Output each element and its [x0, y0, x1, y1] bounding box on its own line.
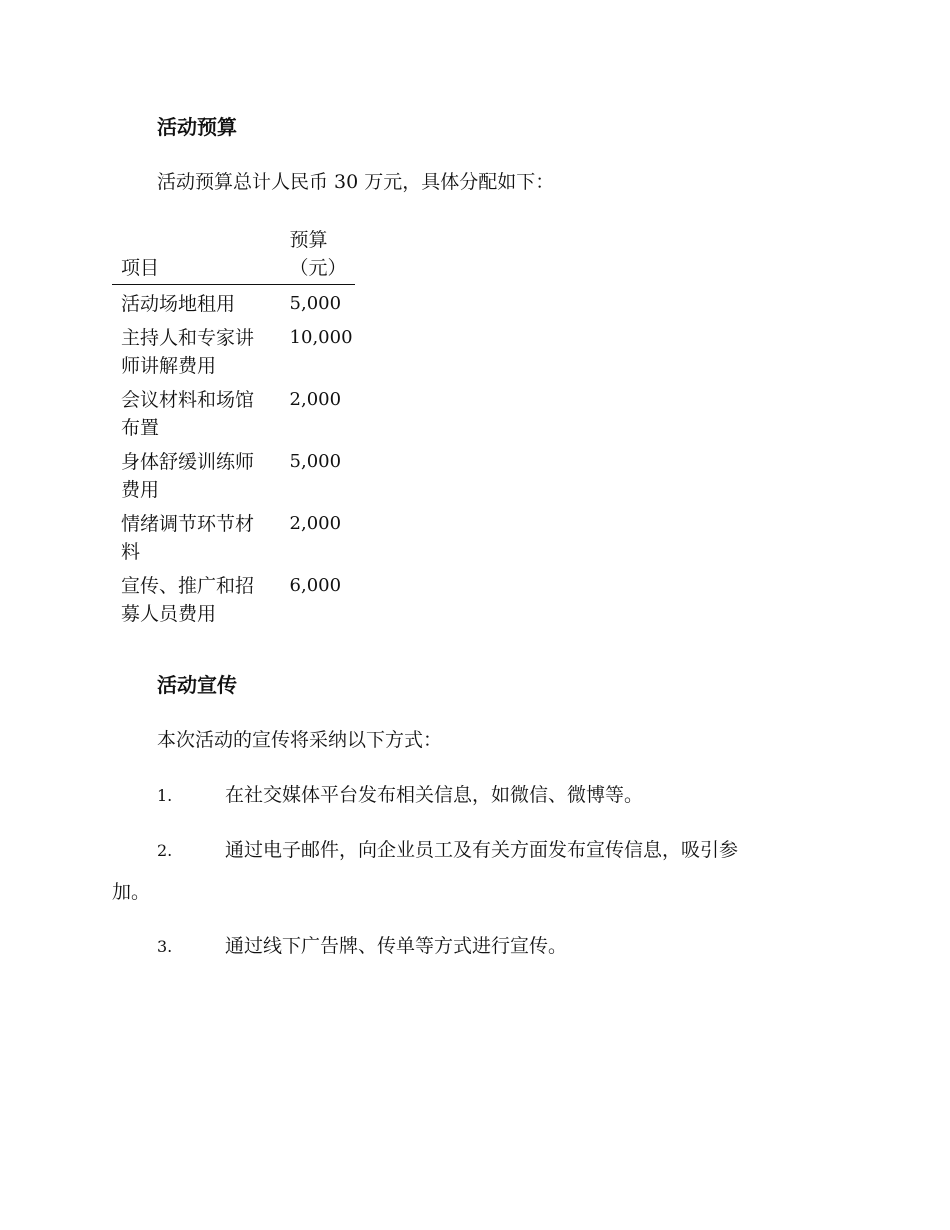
- table-cell-item: [112, 285, 281, 320]
- table-row: [112, 285, 355, 320]
- budget-table-header-row: [112, 226, 355, 285]
- table-row: [112, 381, 355, 443]
- table-cell-amount: 2,000: [289, 513, 342, 534]
- list-item-number: 2.: [157, 841, 173, 860]
- budget-heading: 活动预算: [157, 115, 237, 139]
- table-cell-item: [112, 381, 281, 443]
- table-cell-amount: 6,000: [289, 575, 342, 596]
- budget-table: [112, 226, 355, 629]
- table-cell-amount: 2,000: [289, 389, 342, 410]
- table-cell-item-text: 会议材料和场馆布置: [121, 389, 255, 439]
- table-cell-item-text: 情绪调节环节材料: [121, 513, 255, 563]
- table-row: [112, 443, 355, 505]
- table-cell-item: [112, 443, 281, 505]
- budget-table-header-amount: [281, 226, 355, 285]
- list-item-text-continuation: 加。: [112, 881, 151, 903]
- budget-table-header-item: 项目: [112, 226, 281, 285]
- table-cell-amount: 5,000: [289, 451, 342, 472]
- table-row: [112, 505, 355, 567]
- list-item-number: 1.: [157, 786, 173, 805]
- table-cell-item-text: 活动场地租用: [121, 293, 236, 315]
- promo-intro: 本次活动的宣传将采纳以下方式：: [157, 729, 443, 751]
- budget-intro: 活动预算总计人民币 30 万元，具体分配如下：: [157, 171, 555, 193]
- table-cell-item-text: 宣传、推广和招募人员费用: [121, 575, 255, 625]
- table-cell-item: [112, 567, 281, 629]
- table-row: [112, 319, 355, 381]
- table-cell-amount: 10,000: [289, 327, 353, 348]
- table-row: [112, 567, 355, 629]
- list-item-text: 通过电子邮件，向企业员工及有关方面发布宣传信息，吸引参: [225, 839, 739, 861]
- table-cell-item: [112, 319, 281, 381]
- table-cell-amount: 5,000: [289, 293, 342, 314]
- table-cell-item-text: 身体舒缓训练师费用: [121, 451, 255, 501]
- list-item-text: 在社交媒体平台发布相关信息，如微信、微博等。: [225, 784, 644, 806]
- promo-heading: 活动宣传: [157, 673, 237, 697]
- list-item-number: 3.: [157, 937, 173, 956]
- table-cell-item: [112, 505, 281, 567]
- budget-table-header-amount-text: 预算（元）: [289, 229, 347, 279]
- list-item-text: 通过线下广告牌、传单等方式进行宣传。: [225, 935, 568, 957]
- table-cell-item-text: 主持人和专家讲师讲解费用: [121, 327, 255, 377]
